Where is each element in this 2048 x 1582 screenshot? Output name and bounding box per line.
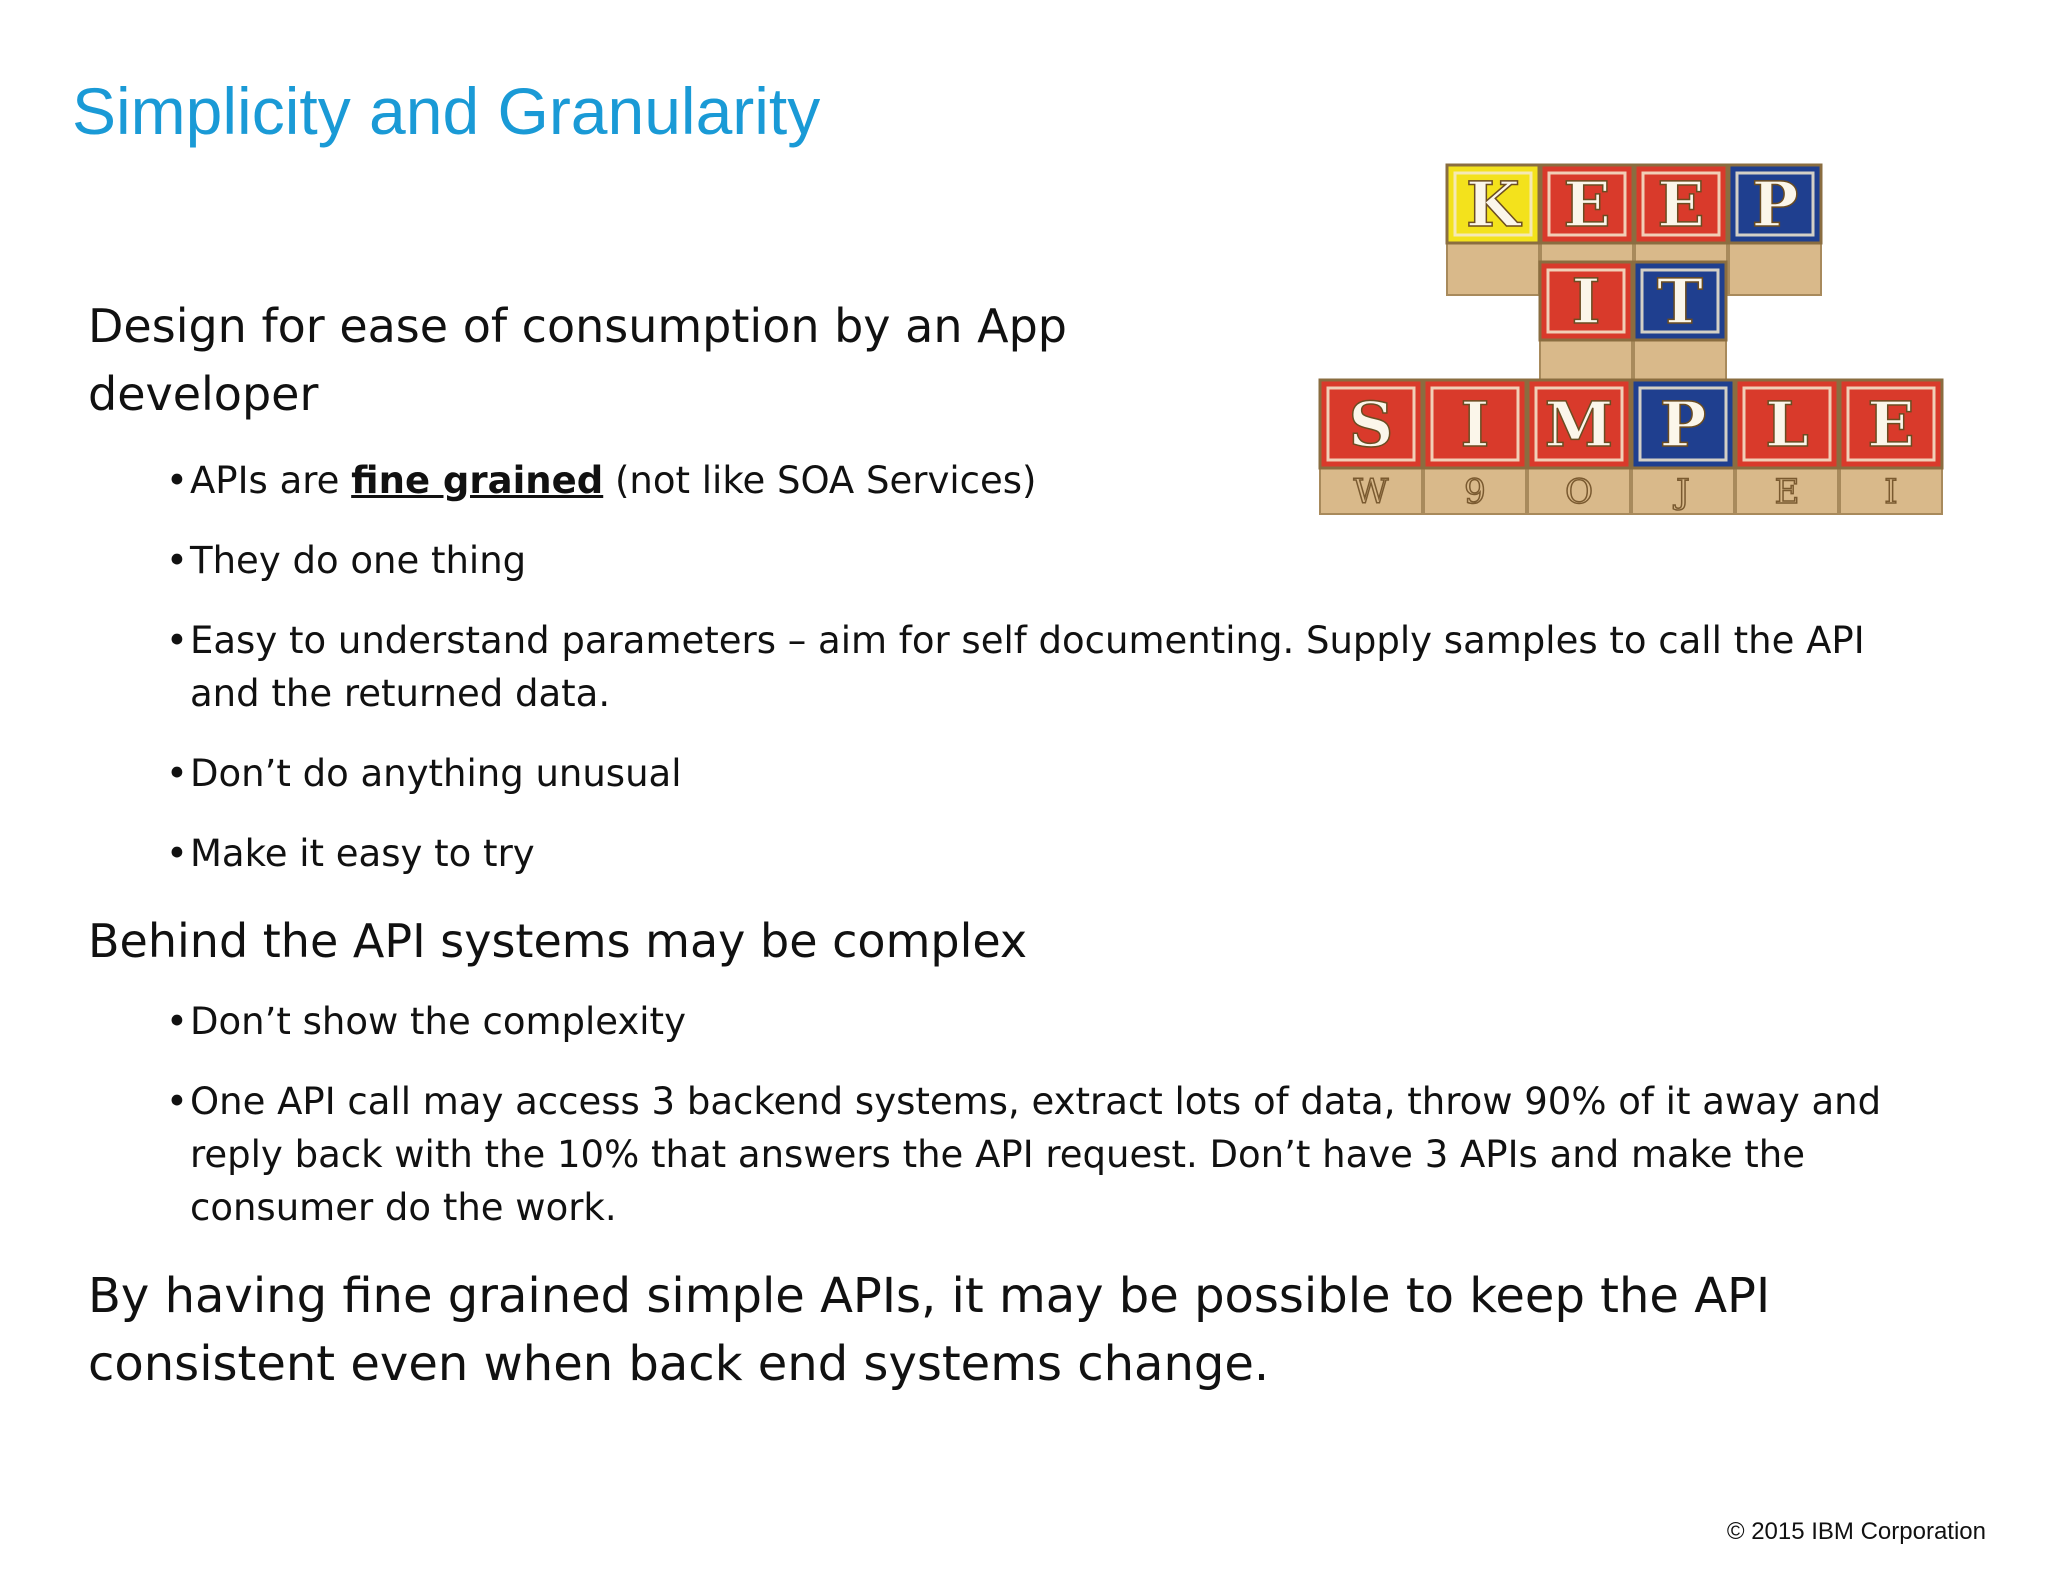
letter-block (1840, 380, 1942, 514)
section2-heading: Behind the API systems may be complex (88, 914, 1028, 968)
bullet-text: They do one thing (190, 539, 527, 582)
bullet-one-api-call (88, 1075, 1890, 1234)
bullet-icon: • (166, 1080, 188, 1123)
block-letter: E (1867, 388, 1915, 461)
bullet-icon: • (166, 752, 188, 795)
letter-block (1320, 380, 1422, 514)
alphabet-blocks-image (1312, 160, 1968, 525)
block-side-letter: 9 (1464, 472, 1486, 512)
bullet-icon: • (166, 619, 188, 662)
bullet-text: Don’t show the complexity (190, 1000, 686, 1043)
section1-heading: Design for ease of consumption by an App developer (88, 299, 1067, 421)
bullet-icon: • (166, 459, 188, 502)
letter-block (1540, 262, 1632, 392)
letter-block (1632, 380, 1734, 514)
bullet-text: Easy to understand parameters – aim for self documenting. Supply samples to call the API and the returned data. (190, 619, 1865, 715)
block-letter: P (1751, 168, 1799, 241)
block-letter: P (1659, 388, 1707, 461)
bullet-icon: • (166, 539, 188, 582)
block-side-letter: J (1676, 472, 1690, 512)
copyright-footer: © 2015 IBM Corporation (1726, 1518, 1986, 1545)
letter-block (1634, 262, 1726, 392)
bullet-easy-try (88, 827, 1890, 880)
block-letter: S (1348, 388, 1394, 461)
letter-block (1424, 380, 1526, 514)
block-letter: K (1466, 168, 1520, 241)
letter-block (1736, 380, 1838, 514)
bullet-icon: • (166, 832, 188, 875)
block-letter: E (1563, 168, 1611, 241)
bullet-parameters (88, 614, 1890, 720)
block-side-letter: E (1774, 472, 1800, 512)
bullet-text: APIs are (190, 459, 352, 502)
emphasis-text: fine grained (351, 459, 604, 502)
block-letter: I (1571, 265, 1601, 338)
bullet-text: One API call may access 3 backend systems, extract lots of data, throw 90% of it away and reply back with the 10% that answers the API request. Don’t have 3 APIs and make the consumer do the work. (190, 1080, 1882, 1229)
bullet-icon: • (166, 1000, 188, 1043)
letter-block (1729, 165, 1821, 295)
bullet-text: (not like SOA Services) (603, 459, 1037, 502)
bullet-complexity (88, 995, 1890, 1048)
block-letter: I (1460, 388, 1490, 461)
block-letter: T (1656, 265, 1704, 338)
conclusion-text: By having fine grained simple APIs, it may be possible to keep the API consistent even when back end systems change. (88, 1268, 1771, 1392)
block-side-letter: I (1884, 472, 1898, 512)
block-letter: E (1657, 168, 1705, 241)
slide-title: Simplicity and Granularity (72, 74, 821, 148)
bullet-text: Don’t do anything unusual (190, 752, 682, 795)
block-side-letter: O (1565, 472, 1593, 512)
letter-block (1528, 380, 1630, 514)
bullet-text: Make it easy to try (190, 832, 535, 875)
block-letter: L (1765, 388, 1809, 461)
letter-block (1447, 165, 1539, 295)
block-letter: M (1544, 388, 1614, 461)
bullet-one-thing (88, 534, 1890, 587)
bullet-unusual (88, 747, 1890, 800)
keep-it-simple-blocks (1320, 165, 1942, 514)
block-side-letter: W (1353, 472, 1389, 512)
